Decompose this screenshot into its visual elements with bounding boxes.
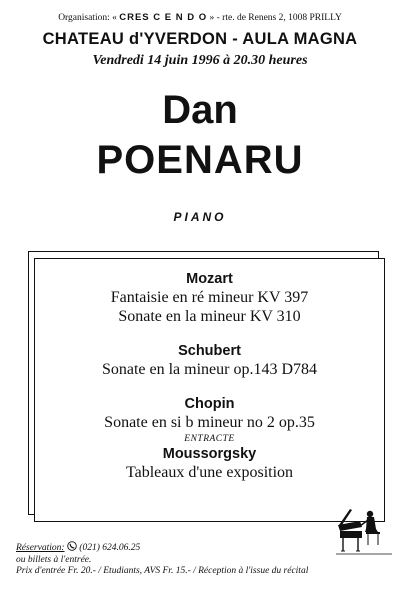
ticket-prices: Prix d'entrée Fr. 20.- / Etudiants, AVS Fr. 15.- / Réception à l'issue du récital <box>16 566 309 576</box>
reservation-label: Réservation: <box>16 543 65 553</box>
reservation-line <box>16 541 308 555</box>
instrument: PIANO <box>173 210 227 224</box>
concert-date: Vendredi 14 juin 1996 à 20.30 heures <box>92 53 308 68</box>
program-item-chopin <box>34 395 385 432</box>
venue: CHATEAU d'YVERDON - AULA MAGNA <box>42 30 358 48</box>
work-title: Tableaux d'une exposition <box>125 464 294 481</box>
performer-last-name: POENARU <box>96 138 304 182</box>
composer-name: Mozart <box>186 271 233 287</box>
org-name: CRES C E N D O <box>119 12 208 23</box>
reservation-phone: (021) 624.06.25 <box>79 543 141 553</box>
work-title: Sonate en la mineur op.143 D784 <box>101 361 318 378</box>
program <box>34 258 385 482</box>
org-address: » - rte. de Renens 2, 1008 PRILLY <box>209 13 342 23</box>
performer-first-name: Dan <box>162 88 238 132</box>
composer-name: Chopin <box>184 396 235 412</box>
work-title: Fantaisie en ré mineur KV 397 <box>110 289 309 306</box>
phone-icon <box>67 543 79 553</box>
program-item-mozart <box>34 270 385 326</box>
organizer-line <box>0 12 400 23</box>
work-title: Sonate en la mineur KV 310 <box>118 308 301 325</box>
work-title: Sonate en si b mineur no 2 op.35 <box>104 414 315 431</box>
ticket-info <box>16 541 308 578</box>
program-item-moussorgsky <box>34 445 385 482</box>
composer-name: Schubert <box>178 343 241 359</box>
entracte-label: ENTRACTE <box>184 434 235 444</box>
ticket-note: ou billets à l'entrée. <box>16 554 92 565</box>
program-item-schubert <box>34 342 385 379</box>
org-prefix: Organisation: « <box>58 13 117 23</box>
pianist-illustration <box>336 505 392 567</box>
composer-name: Moussorgsky <box>162 446 257 462</box>
